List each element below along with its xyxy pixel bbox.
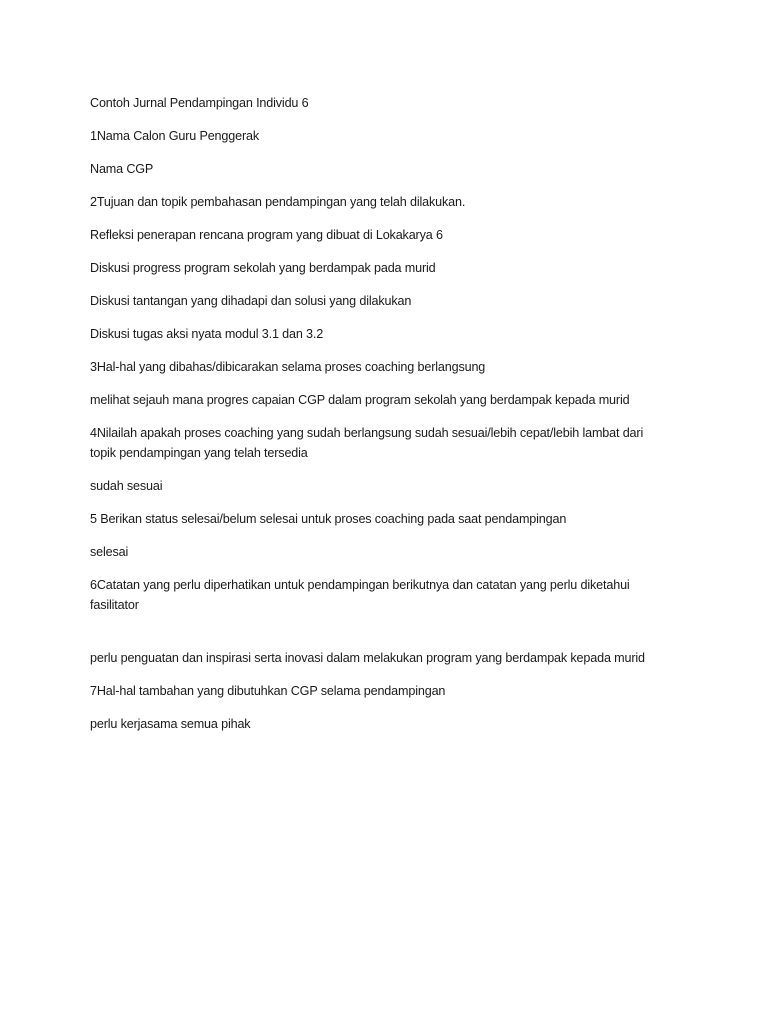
question-6: 6Catatan yang perlu diperhatikan untuk pendampingan berikutnya dan catatan yang perlu diketahui fasilitator <box>90 578 630 612</box>
answer-2-line-2: Diskusi progress program sekolah yang berdampak pada murid <box>90 261 436 275</box>
question-2: 2Tujuan dan topik pembahasan pendampingan yang telah dilakukan. <box>90 195 466 209</box>
answer-6: perlu penguatan dan inspirasi serta inovasi dalam melakukan program yang berdampak kepada murid <box>90 651 645 665</box>
answer-3: melihat sejauh mana progres capaian CGP dalam program sekolah yang berdampak kepada murid <box>90 393 630 407</box>
answer-5: selesai <box>90 545 129 559</box>
question-4: 4Nilailah apakah proses coaching yang sudah berlangsung sudah sesuai/lebih cepat/lebih lambat dari topik pendampingan yang telah tersedia <box>90 426 644 460</box>
question-3: 3Hal-hal yang dibahas/dibicarakan selama proses coaching berlangsung <box>90 360 486 374</box>
question-7: 7Hal-hal tambahan yang dibutuhkan CGP selama pendampingan <box>90 684 446 698</box>
question-5: 5 Berikan status selesai/belum selesai untuk proses coaching pada saat pendampingan <box>90 512 567 526</box>
answer-2-line-1: Refleksi penerapan rencana program yang dibuat di Lokakarya 6 <box>90 228 443 242</box>
document-title: Contoh Jurnal Pendampingan Individu 6 <box>90 96 309 110</box>
answer-7: perlu kerjasama semua pihak <box>90 717 251 731</box>
answer-2-line-3: Diskusi tantangan yang dihadapi dan solusi yang dilakukan <box>90 294 412 308</box>
question-1: 1Nama Calon Guru Penggerak <box>90 129 260 143</box>
document-body <box>90 93 670 747</box>
answer-2-line-4: Diskusi tugas aksi nyata modul 3.1 dan 3.2 <box>90 327 324 341</box>
answer-1: Nama CGP <box>90 162 154 176</box>
answer-4: sudah sesuai <box>90 479 163 493</box>
